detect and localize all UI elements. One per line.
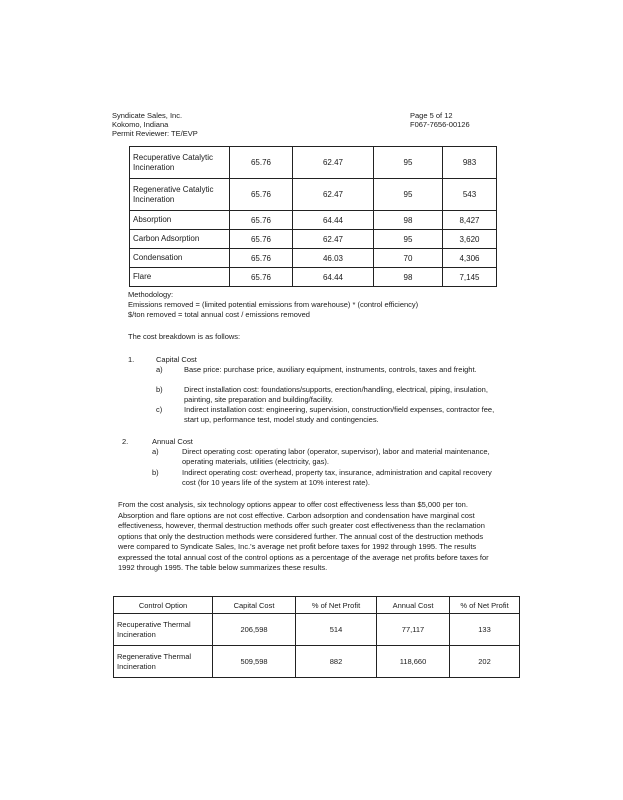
- capital-number: 1.: [128, 355, 135, 364]
- item-letter: a): [152, 447, 159, 456]
- header-right: [410, 111, 470, 129]
- table-cell: Regenerative Thermal Incineration: [114, 646, 213, 678]
- table-cell: Carbon Adsorption: [130, 230, 230, 249]
- table-cell: 3,620: [443, 230, 497, 249]
- table-row: [130, 211, 497, 230]
- table-cell: 95: [374, 230, 443, 249]
- capital-item-text: Direct installation cost: foundations/supports, erection/handling, electrical, piping, insulation, painting, site preparation and building/facility.: [184, 385, 488, 404]
- table-cell: 62.47: [293, 147, 374, 179]
- table-cell: 65.76: [230, 249, 293, 268]
- table-row: [130, 179, 497, 211]
- table-cell: 95: [374, 147, 443, 179]
- header-page-number: Page 5 of 12: [410, 111, 453, 120]
- column-header: % of Net Profit: [450, 597, 520, 614]
- column-header: Control Option: [114, 597, 213, 614]
- table-cell: 509,598: [213, 646, 296, 678]
- table-cell: 98: [374, 268, 443, 287]
- table-header-row: [114, 597, 520, 614]
- table-cell: Recuperative Catalytic Incineration: [130, 147, 230, 179]
- table-cell: 95: [374, 179, 443, 211]
- table-cell: 118,660: [377, 646, 450, 678]
- header-reviewer: Permit Reviewer: TE/EVP: [112, 129, 198, 138]
- table-cell: 983: [443, 147, 497, 179]
- cost-effectiveness-table: [129, 146, 497, 287]
- table-cell: 882: [296, 646, 377, 678]
- table-row: [114, 646, 520, 678]
- conclusion-paragraph: From the cost analysis, six technology options appear to offer cost effectiveness less than $5,000 per ton. Absorption and flare options are not cost effective. Carbon adsorption and condensation have marginal cost effectiveness, however, thermal destruction methods offer such greater cost effectiveness than the reclamation options that only the destruction methods were considered further. The annual cost of the destruction methods were compared to Syndicate Sales, Inc.'s average net profit before taxes for 1992 through 1995. The results expressed the total annual cost of the control options as a percentage of the average net profits before taxes for 1992 through 1995. The table below summarizes these results.: [118, 500, 489, 572]
- table-cell: Regenerative Catalytic Incineration: [130, 179, 230, 211]
- item-letter: a): [156, 365, 163, 374]
- table-cell: 64.44: [293, 268, 374, 287]
- table-cell: 7,145: [443, 268, 497, 287]
- table-row: [114, 614, 520, 646]
- capital-title: Capital Cost: [156, 355, 197, 364]
- table-cell: 65.76: [230, 268, 293, 287]
- table-cell: 70: [374, 249, 443, 268]
- table-cell: 514: [296, 614, 377, 646]
- column-header: % of Net Profit: [296, 597, 377, 614]
- table-cell: 4,306: [443, 249, 497, 268]
- methodology-line-1: Emissions removed = (limited potential emissions from warehouse) * (control efficiency): [128, 300, 419, 309]
- table-cell: Absorption: [130, 211, 230, 230]
- table-cell: 8,427: [443, 211, 497, 230]
- table-cell: 62.47: [293, 179, 374, 211]
- table-row: [130, 249, 497, 268]
- header-company: Syndicate Sales, Inc.: [112, 111, 183, 120]
- table-cell: 65.76: [230, 230, 293, 249]
- annual-item-text: Direct operating cost: operating labor (operator, supervisor), labor and material maintenance, operating materials, utilities (electricity, gas).: [182, 447, 490, 466]
- item-letter: c): [156, 405, 163, 414]
- annual-title: Annual Cost: [152, 437, 193, 446]
- methodology-line-2: $/ton removed = total annual cost / emissions removed: [128, 310, 310, 319]
- header-location: Kokomo, Indiana: [112, 120, 169, 129]
- table-cell: 543: [443, 179, 497, 211]
- header-permit-number: F067-7656-00126: [410, 120, 470, 129]
- header-left: [112, 111, 198, 138]
- table-cell: 65.76: [230, 147, 293, 179]
- annual-number: 2.: [122, 437, 129, 446]
- column-header: Capital Cost: [213, 597, 296, 614]
- table-cell: Condensation: [130, 249, 230, 268]
- table-cell: Recuperative Thermal Incineration: [114, 614, 213, 646]
- table-cell: 133: [450, 614, 520, 646]
- column-header: Annual Cost: [377, 597, 450, 614]
- table-cell: 65.76: [230, 211, 293, 230]
- table-cell: 206,598: [213, 614, 296, 646]
- annual-item-text: Indirect operating cost: overhead, property tax, insurance, administration and capital recovery cost (for 10 years life of the system at 10% interest rate).: [182, 468, 492, 487]
- net-profit-table: [113, 596, 520, 678]
- table-cell: 77,117: [377, 614, 450, 646]
- table-cell: 46.03: [293, 249, 374, 268]
- table-row: [130, 147, 497, 179]
- item-letter: b): [152, 468, 159, 477]
- table-row: [130, 268, 497, 287]
- capital-item-text: Base price: purchase price, auxiliary equipment, instruments, controls, taxes and freight.: [184, 365, 477, 374]
- table-cell: 98: [374, 211, 443, 230]
- table-row: [130, 230, 497, 249]
- table-cell: Flare: [130, 268, 230, 287]
- capital-item-text: Indirect installation cost: engineering, supervision, construction/field expenses, contractor fee, start up, performance test, model study and contingencies.: [184, 405, 495, 424]
- item-letter: b): [156, 385, 163, 394]
- breakdown-intro: The cost breakdown is as follows:: [128, 332, 241, 341]
- table-cell: 64.44: [293, 211, 374, 230]
- table-cell: 202: [450, 646, 520, 678]
- methodology-heading: Methodology:: [128, 290, 174, 299]
- table-cell: 65.76: [230, 179, 293, 211]
- table-cell: 62.47: [293, 230, 374, 249]
